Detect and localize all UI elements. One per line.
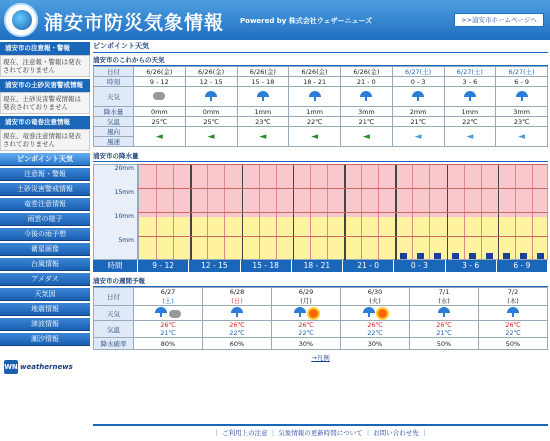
forecast-temp: 22℃ (444, 117, 496, 127)
rain-y-tick: 20mm (114, 165, 134, 172)
forecast-precip: 0mm (134, 107, 186, 117)
rain-time-slot: 15 - 18 (241, 260, 292, 272)
forecast-weather (185, 87, 237, 107)
rain-vgridline (481, 165, 482, 261)
forecast-date: 6/27(土) (392, 67, 444, 77)
rain-vgridline (173, 165, 174, 261)
weekly-date (410, 288, 479, 306)
weekly-dow: (土) (162, 297, 174, 305)
rain-bar (486, 253, 493, 259)
forecast-wind (237, 127, 289, 147)
weekly-min-temp: 21℃ (436, 329, 452, 337)
umbrella-icon (412, 90, 424, 102)
forecast-date: 6/26(金) (289, 67, 341, 77)
weekly-date-text: 6/27 (160, 288, 176, 296)
sidebar-item-4[interactable]: 雨雲の様子 (0, 213, 90, 226)
rain-y-axis (93, 164, 138, 260)
rain-vgridline (412, 165, 413, 261)
weekly-section-title: 浦安市の週間予報 (93, 276, 548, 287)
forecast-time: 9 - 12 (134, 77, 186, 87)
forecast-time: 21 - 0 (341, 77, 393, 87)
forecast-date: 6/26(金) (134, 67, 186, 77)
sidebar-item-3[interactable]: 竜巻注意情報 (0, 198, 90, 211)
weekly-precip: 30% (341, 338, 410, 350)
wind-arrow-icon: ◄ (259, 131, 267, 142)
rain-time-label: 時間 (93, 260, 138, 272)
weekly-date-text: 7/2 (507, 288, 519, 296)
rain-time-slot: 21 - 0 (343, 260, 394, 272)
forecast-precip: 0mm (185, 107, 237, 117)
forecast-weather (237, 87, 289, 107)
rain-vgridline (361, 165, 362, 261)
rain-vgridline (327, 165, 328, 261)
sidebar-menu (0, 153, 90, 346)
weekly-date (203, 288, 272, 306)
forecast-temp: 25℃ (134, 117, 186, 127)
umbrella-icon (360, 90, 372, 102)
sidebar-item-9[interactable]: 天気図 (0, 288, 90, 301)
umbrella-icon (507, 306, 519, 318)
weekly-precip: 60% (203, 338, 272, 350)
rain-bar (452, 253, 459, 259)
wind-arrow-icon: ◄ (155, 131, 163, 142)
wind-arrow-icon: ◄ (518, 131, 526, 142)
weekly-max-temp: 26℃ (298, 321, 314, 329)
rain-heavy-band (139, 165, 547, 217)
forecast-precip: 2mm (392, 107, 444, 117)
forecast-time: 3 - 6 (444, 77, 496, 87)
rain-vgridline (378, 165, 379, 261)
umbrella-icon (438, 306, 450, 318)
rain-vgridline (532, 165, 533, 261)
forecast-temp: 22℃ (289, 117, 341, 127)
forecast-precip: 3mm (496, 107, 548, 117)
rain-time-axis (93, 260, 548, 272)
umbrella-icon (309, 90, 321, 102)
forecast-wind (185, 127, 237, 147)
forecast-wind (289, 127, 341, 147)
legend-link[interactable]: →凡例 (311, 354, 330, 362)
rain-y-tick: 10mm (114, 213, 134, 220)
weekly-weather (341, 306, 410, 321)
weathernews-wordmark: weathernews (20, 363, 73, 371)
footer-links[interactable]: ｜ ご利用上の注意 ｜ 気象情報の更新時間について ｜ お問い合わせ先 ｜ (93, 424, 548, 439)
rain-bar (469, 253, 476, 259)
forecast-wind (341, 127, 393, 147)
weekly-dow: (火) (369, 297, 381, 305)
weekly-dow: (月) (300, 297, 312, 305)
rain-bar (400, 253, 407, 259)
rain-bar (503, 253, 510, 259)
cloud-icon (153, 92, 165, 100)
rain-bar (434, 253, 441, 259)
rain-vgridline (447, 165, 449, 261)
weekly-date (134, 288, 203, 306)
tornado-status: 現在、竜巻注意情報は発表されておりません (0, 129, 90, 151)
rain-vgridline (498, 165, 500, 261)
umbrella-icon (363, 306, 375, 318)
rain-time-slot: 0 - 3 (394, 260, 445, 272)
rain-bar (537, 253, 544, 259)
weekly-min-temp: 21℃ (160, 329, 176, 337)
rain-vgridline (276, 165, 277, 261)
forecast-weather (341, 87, 393, 107)
weekly-max-temp: 26℃ (367, 321, 383, 329)
rain-time-slot: 9 - 12 (138, 260, 189, 272)
weekly-temp (203, 321, 272, 338)
tornado-section-title: 浦安市の竜巻注意情報 (0, 116, 90, 129)
forecast-wind (134, 127, 186, 147)
sidebar-item-7[interactable]: 台風情報 (0, 258, 90, 271)
site-header (0, 0, 550, 40)
sidebar (0, 40, 90, 441)
page-title: ピンポイント天気 (93, 40, 548, 53)
forecast-temp: 23℃ (237, 117, 289, 127)
row-label-precip: 降水量 (94, 107, 134, 117)
forecast-date: 6/26(金) (185, 67, 237, 77)
sidebar-item-6[interactable]: 衛星画像 (0, 243, 90, 256)
main-content (93, 40, 548, 362)
rain-gridline (138, 212, 548, 213)
row-label-wind_dir: 風向 (94, 127, 134, 137)
rain-gridline (138, 188, 548, 189)
rain-vgridline (293, 165, 295, 261)
rain-vgridline (190, 165, 192, 261)
weekly-date (341, 288, 410, 306)
weekly-weather (203, 306, 272, 321)
rain-time-slot: 12 - 15 (189, 260, 240, 272)
weekly-row-label-weather: 天気 (94, 306, 134, 321)
forecast-wind (392, 127, 444, 147)
rain-time-slot: 6 - 9 (497, 260, 548, 272)
rain-gridline (138, 236, 548, 237)
rain-time-slot: 3 - 6 (446, 260, 497, 272)
forecast-wind (496, 127, 548, 147)
site-logo-icon (4, 3, 38, 37)
weekly-weather (479, 306, 548, 321)
sun-icon (309, 309, 318, 318)
weekly-temp (341, 321, 410, 338)
sidebar-item-1[interactable]: 注意報・警報 (0, 168, 90, 181)
forecast-weather (392, 87, 444, 107)
weekly-date (479, 288, 548, 306)
forecast-precip: 1mm (289, 107, 341, 117)
sidebar-item-2[interactable]: 土砂災害警戒情報 (0, 183, 90, 196)
weekly-dow: (水) (438, 297, 450, 305)
weekly-date-text: 7/1 (438, 288, 450, 296)
rain-vgridline (464, 165, 465, 261)
forecast-temp: 23℃ (496, 117, 548, 127)
row-label-temp: 気温 (94, 117, 134, 127)
rain-vgridline (515, 165, 516, 261)
rain-vgridline (242, 165, 244, 261)
forecast-temp: 25℃ (185, 117, 237, 127)
rain-vgridline (344, 165, 346, 261)
sidebar-item-8[interactable]: アメダス (0, 273, 90, 286)
weekly-min-temp: 22℃ (505, 329, 521, 337)
city-home-link[interactable]: >>浦安市ホームページへ (454, 13, 544, 27)
sidebar-item-0[interactable]: ピンポイント天気 (0, 153, 90, 166)
wind-arrow-icon: ◄ (207, 131, 215, 142)
weekly-temp (410, 321, 479, 338)
weekly-row-label-date: 日付 (94, 288, 134, 306)
weekly-max-temp: 26℃ (229, 321, 245, 329)
weekly-temp (272, 321, 341, 338)
forecast-weather (134, 87, 186, 107)
rain-vgridline (224, 165, 225, 261)
weekly-date-text: 6/29 (298, 288, 314, 296)
powered-by-text: Powered by 株式会社ウェザーニューズ (240, 17, 373, 25)
rain-gridline (138, 164, 548, 165)
sun-icon (378, 309, 387, 318)
weekly-dow: (木) (507, 297, 519, 305)
forecast-temp: 21℃ (392, 117, 444, 127)
weekly-precip: 30% (272, 338, 341, 350)
weekly-row-label-temp: 気温 (94, 321, 134, 338)
row-label-date: 日付 (94, 67, 134, 77)
forecast-temp: 21℃ (341, 117, 393, 127)
weekly-precip: 80% (134, 338, 203, 350)
forecast-weather (444, 87, 496, 107)
weekly-forecast-table (93, 287, 548, 350)
forecast-precip: 1mm (237, 107, 289, 117)
rain-section-title: 浦安市の降水量 (93, 151, 548, 162)
rain-vgridline (156, 165, 157, 261)
forecast-time: 15 - 18 (237, 77, 289, 87)
forecast-section-title: 浦安市のこれからの天気 (93, 55, 548, 66)
cloud-icon (169, 310, 181, 318)
weekly-min-temp: 22℃ (298, 329, 314, 337)
umbrella-icon (205, 90, 217, 102)
sidebar-item-12[interactable]: 潮汐情報 (0, 333, 90, 346)
weekly-weather (272, 306, 341, 321)
warning-section-title: 浦安市の注意報・警報 (0, 42, 90, 55)
forecast-time: 6 - 9 (496, 77, 548, 87)
forecast-time: 12 - 15 (185, 77, 237, 87)
forecast-precip: 3mm (341, 107, 393, 117)
weekly-min-temp: 22℃ (367, 329, 383, 337)
rain-time-slot: 18 - 21 (292, 260, 343, 272)
rain-vgridline (207, 165, 208, 261)
forecast-time: 0 - 3 (392, 77, 444, 87)
weekly-date-text: 6/28 (229, 288, 245, 296)
weekly-precip: 50% (410, 338, 479, 350)
umbrella-icon (464, 90, 476, 102)
site-title: 浦安市防災気象情報 (44, 12, 225, 34)
weekly-dow: (日) (231, 297, 243, 305)
weekly-temp (134, 321, 203, 338)
row-label-time: 時刻 (94, 77, 134, 87)
sidebar-item-10[interactable]: 地震情報 (0, 303, 90, 316)
forecast-date: 6/27(土) (444, 67, 496, 77)
landslide-status: 現在、土砂災害警戒情報は発表されておりません (0, 92, 90, 114)
row-label-wind_speed: 風速 (94, 137, 134, 147)
forecast-date: 6/27(土) (496, 67, 548, 77)
weekly-precip: 50% (479, 338, 548, 350)
weathernews-logo (0, 358, 90, 376)
weekly-max-temp: 26℃ (436, 321, 452, 329)
wind-arrow-icon: ◄ (466, 131, 474, 142)
wind-arrow-icon: ◄ (362, 131, 370, 142)
wind-arrow-icon: ◄ (414, 131, 422, 142)
forecast-weather (496, 87, 548, 107)
weekly-max-temp: 26℃ (160, 321, 176, 329)
forecast-weather (289, 87, 341, 107)
forecast-date: 6/26(金) (341, 67, 393, 77)
rain-vgridline (395, 165, 397, 261)
weekly-date (272, 288, 341, 306)
sidebar-item-11[interactable]: 津波情報 (0, 318, 90, 331)
row-label-weather: 天気 (94, 87, 134, 107)
rain-y-tick: 15mm (114, 189, 134, 196)
forecast-date: 6/26(金) (237, 67, 289, 77)
umbrella-icon (155, 306, 167, 318)
weekly-date-text: 6/30 (367, 288, 383, 296)
umbrella-icon (516, 90, 528, 102)
precipitation-chart (93, 164, 548, 272)
umbrella-icon (294, 306, 306, 318)
warning-status: 現在、注意報・警報は発表されておりません (0, 55, 90, 77)
landslide-section-title: 浦安市の土砂災害警戒情報 (0, 79, 90, 92)
umbrella-icon (231, 306, 243, 318)
forecast-precip: 1mm (444, 107, 496, 117)
forecast-time: 18 - 21 (289, 77, 341, 87)
weekly-row-label-precip: 降水確率 (94, 338, 134, 350)
rain-bar (520, 253, 527, 259)
rain-vgridline (310, 165, 311, 261)
rain-y-tick: 5mm (118, 237, 134, 244)
weathernews-badge-icon: WN (4, 360, 18, 374)
umbrella-icon (257, 90, 269, 102)
sidebar-item-5[interactable]: 今後の雨予想 (0, 228, 90, 241)
wind-arrow-icon: ◄ (311, 131, 319, 142)
weekly-section (93, 276, 548, 350)
rain-vgridline (429, 165, 430, 261)
forecast-wind (444, 127, 496, 147)
rain-bar (417, 253, 424, 259)
weekly-temp (479, 321, 548, 338)
weekly-min-temp: 22℃ (229, 329, 245, 337)
weekly-weather (410, 306, 479, 321)
rain-vgridline (259, 165, 260, 261)
pinpoint-forecast-table (93, 66, 548, 147)
weekly-max-temp: 26℃ (505, 321, 521, 329)
weekly-weather (134, 306, 203, 321)
